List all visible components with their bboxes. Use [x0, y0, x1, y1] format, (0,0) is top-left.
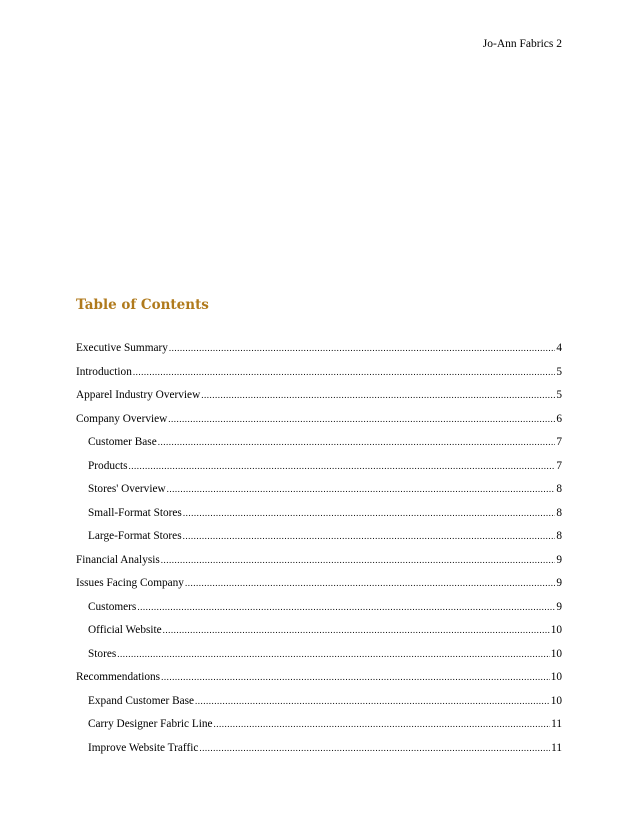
toc-entry-page: 10	[550, 671, 562, 683]
toc-dot-leader	[199, 737, 550, 761]
toc-entry-page: 8	[556, 483, 562, 495]
toc-dot-leader	[133, 361, 555, 385]
toc-entry[interactable]	[76, 572, 562, 596]
toc-entry-label: Financial Analysis	[76, 553, 160, 566]
toc-entry-label: Recommendations	[76, 671, 161, 683]
toc-entry-page: 7	[556, 459, 562, 472]
toc-entry-page: 11	[551, 718, 562, 730]
toc-dot-leader	[117, 643, 549, 667]
toc-dot-leader	[129, 455, 556, 479]
toc-entry[interactable]	[76, 666, 562, 690]
toc-dot-leader	[168, 408, 555, 432]
toc-entry-page: 7	[556, 436, 562, 448]
toc-entry-page: 9	[556, 600, 562, 613]
toc-entry-page: 5	[556, 365, 562, 378]
toc-dot-leader	[137, 596, 555, 620]
toc-entry[interactable]	[76, 525, 562, 549]
toc-entry-label: Executive Summary	[76, 342, 168, 354]
toc-entry[interactable]	[76, 713, 562, 737]
toc-dot-leader	[167, 478, 556, 502]
toc-title: Table of Contents	[76, 297, 209, 313]
toc-entry[interactable]	[76, 337, 562, 361]
toc-dot-leader	[169, 337, 555, 361]
toc-entry-page: 8	[556, 530, 562, 542]
toc-entry[interactable]	[76, 408, 562, 432]
toc-dot-leader	[201, 384, 555, 408]
toc-entry[interactable]	[76, 431, 562, 455]
toc-entry-label: Apparel Industry Overview	[76, 389, 201, 401]
toc-entry-page: 10	[550, 647, 562, 660]
toc-dot-leader	[185, 572, 555, 596]
toc-entry[interactable]	[76, 737, 562, 761]
toc-entry[interactable]	[76, 596, 562, 620]
toc-entry-page: 11	[551, 741, 562, 754]
toc-entry[interactable]	[76, 361, 562, 385]
toc-dot-leader	[214, 713, 551, 737]
toc-dot-leader	[161, 549, 556, 573]
toc-entry[interactable]	[76, 690, 562, 714]
toc-entry-page: 10	[550, 694, 562, 707]
toc-entry-label: Official Website	[88, 624, 162, 636]
toc-entry[interactable]	[76, 384, 562, 408]
toc-entry-label: Company Overview	[76, 412, 168, 425]
toc-entry[interactable]	[76, 478, 562, 502]
toc-entry[interactable]	[76, 549, 562, 573]
toc-entry-page: 6	[556, 412, 562, 425]
toc-entry-label: Products	[88, 459, 128, 472]
toc-entry-label: Stores' Overview	[88, 483, 166, 495]
toc-entry-label: Stores	[88, 647, 117, 660]
toc-entry-label: Expand Customer Base	[88, 694, 195, 707]
toc-dot-leader	[161, 666, 550, 690]
toc-entry-page: 8	[556, 506, 562, 519]
toc-entry[interactable]	[76, 502, 562, 526]
toc-entry-label: Issues Facing Company	[76, 577, 184, 589]
toc-dot-leader	[183, 502, 556, 526]
toc-entry[interactable]	[76, 455, 562, 479]
toc-entry-page: 5	[556, 389, 562, 401]
toc-entry-page: 9	[556, 577, 562, 589]
toc-entry-label: Carry Designer Fabric Line	[88, 718, 213, 730]
toc-dot-leader	[163, 619, 550, 643]
toc-dot-leader	[195, 690, 550, 714]
toc-entry-label: Large-Format Stores	[88, 530, 182, 542]
toc-dot-leader	[158, 431, 556, 455]
toc-entry[interactable]	[76, 619, 562, 643]
toc-entry-page: 10	[550, 624, 562, 636]
toc-entry-label: Small-Format Stores	[88, 506, 182, 519]
toc-dot-leader	[183, 525, 556, 549]
toc-entry-label: Customers	[88, 600, 137, 613]
toc-entry-label: Introduction	[76, 365, 132, 378]
toc-entry[interactable]	[76, 643, 562, 667]
toc-entry-page: 4	[556, 342, 562, 354]
running-header: Jo-Ann Fabrics 2	[482, 38, 562, 50]
toc-entry-page: 9	[556, 553, 562, 566]
toc-entry-label: Customer Base	[88, 436, 157, 448]
toc-list	[76, 337, 562, 760]
toc-entry-label: Improve Website Traffic	[88, 741, 199, 754]
